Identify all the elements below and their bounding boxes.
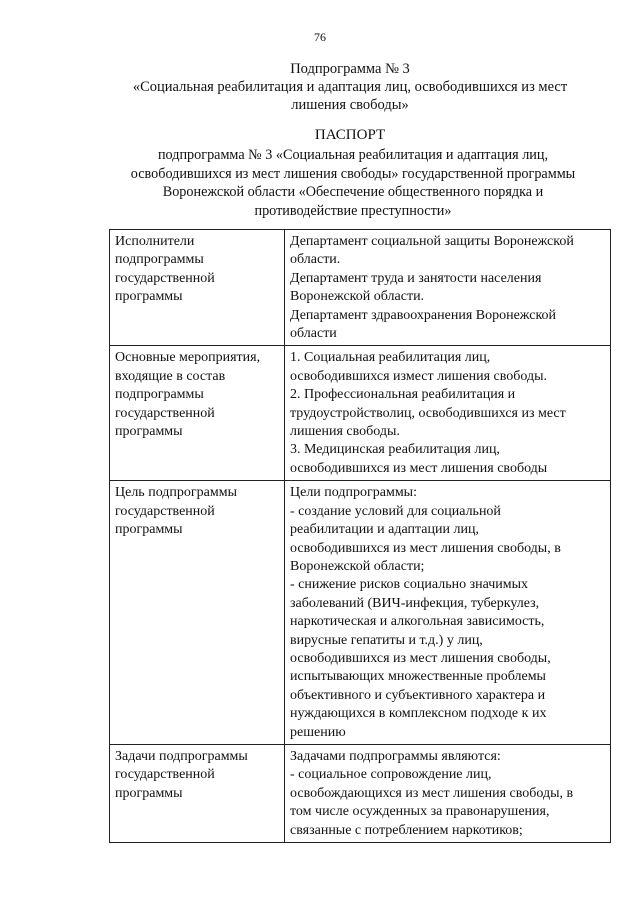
row-content-line: Воронежской области. [290, 289, 425, 305]
page-number: 76 [314, 30, 326, 44]
row-label-line: Задачи подпрограммы [115, 748, 248, 764]
subprogram-title-line: «Социальная реабилитация и адаптация лиц, освободившихся из мест [132, 79, 568, 95]
subprogram-title-line: лишения свободы» [291, 97, 409, 113]
row-content-line: 1. Социальная реабилитация лиц, [290, 350, 491, 366]
table-row [110, 481, 611, 745]
row-label-line: подпрограммы [115, 387, 204, 403]
row-label-line: программы [115, 289, 183, 305]
row-label-line: Исполнители [115, 234, 195, 249]
row-label-line: государственной [115, 767, 215, 783]
passport-subtitle-line: освободившихся из мест лишения свободы» государственной программы [130, 165, 576, 182]
row-label-cell [110, 346, 285, 481]
row-content-line: Департамент социальной защиты Воронежской [290, 234, 574, 249]
row-content-line: освобождающихся из мест лишения свободы, в [290, 785, 574, 801]
passport-heading: ПАСПОРТ [314, 127, 386, 143]
row-label-cell [110, 230, 285, 346]
row-label-cell [110, 481, 285, 745]
table-row [110, 230, 611, 346]
row-content-cell [285, 230, 611, 346]
row-label-line: подпрограммы [115, 252, 204, 268]
row-label-line: программы [115, 522, 183, 538]
row-content-line: - создание условий для социальной [290, 503, 501, 519]
row-content-line: освободившихся из мест лишения свободы, [290, 650, 551, 666]
row-content-line: Воронежской области; [290, 558, 425, 574]
row-content-line: области. [290, 252, 341, 268]
passport-table [109, 229, 611, 843]
row-label-cell [110, 744, 285, 842]
row-content-line: лишения свободы. [290, 424, 400, 440]
row-label-line: государственной [115, 270, 215, 286]
row-content-line: испытывающих множественные проблемы [290, 669, 546, 685]
row-label-line: программы [115, 424, 183, 440]
row-label-line: входящие в состав [115, 368, 226, 384]
row-content-line: освободившихся из мест лишения свободы, в [290, 540, 561, 556]
row-content-line: Департамент здравоохранения Воронежской [290, 307, 557, 323]
passport-subtitle-line: подпрограмма № 3 «Социальная реабилитация и адаптация лиц, [157, 147, 549, 163]
table-row [110, 346, 611, 481]
row-label-line: государственной [115, 503, 215, 519]
passport-table-body [110, 230, 611, 843]
row-content-line: освободившихся измест лишения свободы. [290, 368, 547, 384]
subprogram-title [100, 60, 600, 114]
row-content-cell [285, 346, 611, 481]
row-content-line: 2. Профессиональная реабилитация и [290, 387, 516, 403]
row-content-line: области [290, 326, 337, 342]
row-label-line: Основные мероприятия, [115, 350, 261, 366]
passport-subtitle-line: Воронежской области «Обеспечение общественного порядка и [162, 184, 544, 200]
row-content-line: наркотическая и алкогольная зависимость, [290, 614, 545, 630]
row-content-cell [285, 744, 611, 842]
row-label-line: программы [115, 785, 183, 801]
row-content-line: реабилитации и адаптации лиц, [290, 522, 479, 538]
passport-subtitle [110, 146, 596, 220]
row-content-line: заболеваний (ВИЧ-инфекция, туберкулез, [290, 595, 540, 611]
row-content-cell [285, 481, 611, 745]
row-content-line: Задачами подпрограммы являются: [290, 748, 501, 764]
row-content-line: трудоустройстволиц, освободившихся из мест [290, 405, 566, 421]
row-content-line: Цели подпрограммы: [290, 485, 417, 501]
row-content-line: решению [290, 724, 346, 740]
row-content-line: освободившихся из мест лишения свободы [290, 460, 548, 476]
row-content-line: 3. Медицинская реабилитация лиц, [290, 442, 500, 458]
row-content-line: - снижение рисков социально значимых [290, 577, 529, 593]
row-content-line: - социальное сопровождение лиц, [290, 767, 492, 783]
table-row [110, 744, 611, 842]
passport-subtitle-line: противодействие преступности» [254, 202, 452, 219]
row-content-line: вирусные гепатиты и т.д.) у лиц, [290, 632, 483, 648]
row-content-line: том числе осужденных за правонарушения, [290, 804, 550, 820]
row-content-line: объективного и субъективного характера и [290, 687, 546, 703]
row-label-line: Цель подпрограммы [115, 485, 237, 501]
subprogram-title-line: Подпрограмма № 3 [290, 61, 410, 77]
row-label-line: государственной [115, 405, 215, 421]
row-content-line: связанные с потреблением наркотиков; [290, 822, 523, 838]
row-content-line: нуждающихся в комплексном подходе к их [290, 706, 547, 722]
row-content-line: Департамент труда и занятости населения [290, 270, 542, 286]
